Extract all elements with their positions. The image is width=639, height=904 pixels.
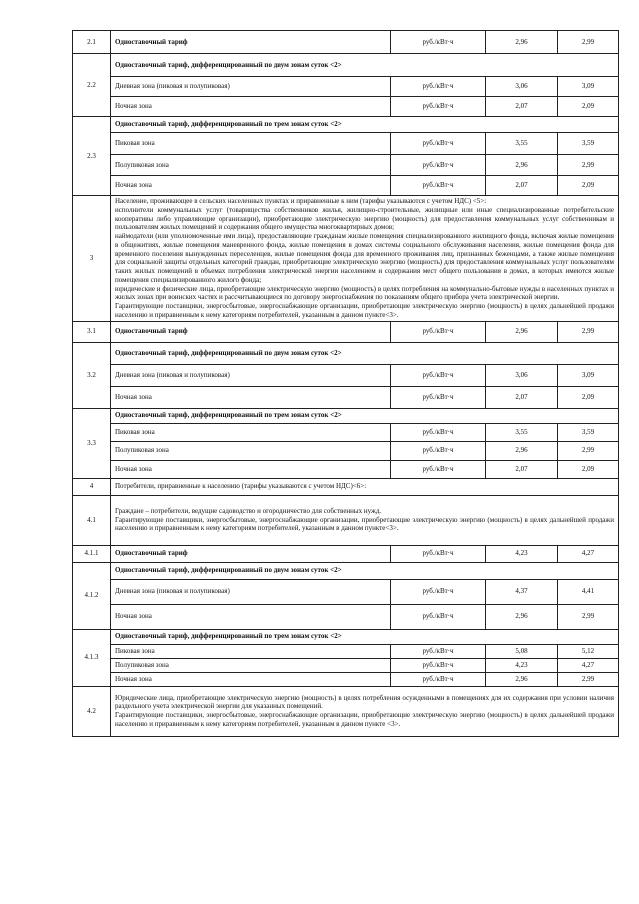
unit-cell: руб./кВт·ч	[391, 321, 486, 342]
tariff-value-2: 4,27	[558, 658, 619, 672]
row-label: Пиковая зона	[111, 133, 391, 155]
tariff-value-2: 2,09	[558, 460, 619, 478]
description-paragraph: Гарантирующие поставщики, энергосбытовые, энергоснабжающие организации, приобретающие электрическую энергию (мощность) в целях дальнейшей продажи населению и приравненным к нему категориям потребителей, указанным в данном пункте <3>.	[115, 711, 614, 728]
table-row	[73, 54, 619, 77]
tariff-value-2: 2,99	[558, 155, 619, 176]
row-label: Одноставочный тариф	[111, 545, 391, 562]
tariff-value-2: 4,27	[558, 545, 619, 562]
table-row	[73, 97, 619, 117]
row-label: Полупиковая зона	[111, 155, 391, 176]
row-number: 2.1	[73, 31, 111, 54]
unit-cell: руб./кВт·ч	[391, 604, 486, 629]
tariff-value-1: 3,55	[486, 423, 558, 441]
description-paragraph: Граждане – потребители, ведущие садоводство и огородничество для собственных нужд.	[115, 506, 382, 515]
table-row	[73, 658, 619, 672]
table-row	[73, 77, 619, 97]
tariff-value-1: 2,96	[486, 155, 558, 176]
unit-cell: руб./кВт·ч	[391, 672, 486, 686]
table-row	[73, 364, 619, 386]
tariff-value-2: 2,99	[558, 321, 619, 342]
table-row	[73, 423, 619, 441]
unit-cell: руб./кВт·ч	[391, 176, 486, 196]
tariff-value-1: 3,06	[486, 77, 558, 97]
table-row	[73, 629, 619, 644]
table-row	[73, 644, 619, 658]
unit-cell: руб./кВт·ч	[391, 579, 486, 604]
table-row	[73, 342, 619, 364]
table-row	[73, 386, 619, 408]
tariff-value-2: 3,09	[558, 77, 619, 97]
unit-cell: руб./кВт·ч	[391, 31, 486, 54]
unit-cell: руб./кВт·ч	[391, 658, 486, 672]
row-label: Полупиковая зона	[111, 658, 391, 672]
section-header: Одноставочный тариф, дифференцированный по трем зонам суток <2>	[111, 117, 619, 133]
row-number: 3	[73, 196, 111, 322]
unit-cell: руб./кВт·ч	[391, 97, 486, 117]
table-row	[73, 408, 619, 423]
description-paragraph: Юридические лица, приобретающие электрическую энергию (мощность) в целях потребления осужденными в помещениях для их содержания при условии наличия раздельного учета электрической энергии для указанных помещений.	[115, 693, 614, 711]
table-row	[73, 545, 619, 562]
row-number: 3.2	[73, 342, 111, 408]
table-row	[73, 176, 619, 196]
row-number: 2.3	[73, 117, 111, 196]
table-row	[73, 31, 619, 54]
unit-cell: руб./кВт·ч	[391, 460, 486, 478]
row-number: 4.1	[73, 495, 111, 545]
table-row	[73, 495, 619, 545]
tariff-value-2: 2,09	[558, 176, 619, 196]
row-number: 4.1.2	[73, 562, 111, 629]
row-label: Пиковая зона	[111, 423, 391, 441]
table-row	[73, 562, 619, 579]
tariff-value-2: 2,99	[558, 604, 619, 629]
section-header: Одноставочный тариф, дифференцированный по двум зонам суток <2>	[111, 342, 619, 364]
section-header: Одноставочный тариф, дифференцированный по трем зонам суток <2>	[111, 408, 619, 423]
tariff-value-1: 4,23	[486, 658, 558, 672]
tariff-value-1: 3,06	[486, 364, 558, 386]
tariff-value-2: 4,41	[558, 579, 619, 604]
table-row	[73, 478, 619, 495]
section-header: Одноставочный тариф, дифференцированный по двум зонам суток <2>	[111, 562, 619, 579]
row-label: Ночная зона	[111, 460, 391, 478]
section-header: Одноставочный тариф, дифференцированный по двум зонам суток <2>	[111, 54, 619, 77]
row-number: 2.2	[73, 54, 111, 117]
tariff-value-1: 2,96	[486, 31, 558, 54]
section-header: Одноставочный тариф, дифференцированный по трем зонам суток <2>	[111, 629, 619, 644]
table-row	[73, 321, 619, 342]
table-row	[73, 155, 619, 176]
description-cell	[111, 686, 619, 736]
unit-cell: руб./кВт·ч	[391, 644, 486, 658]
tariff-value-1: 2,96	[486, 441, 558, 460]
row-number: 3.3	[73, 408, 111, 478]
unit-cell: руб./кВт·ч	[391, 423, 486, 441]
unit-cell: руб./кВт·ч	[391, 386, 486, 408]
row-label: Дневная зона (пиковая и полупиковая)	[111, 77, 391, 97]
unit-cell: руб./кВт·ч	[391, 133, 486, 155]
description-paragraph: Население, проживающее в сельских населенных пунктах и приравненные к ним (тарифы указываются с учетом НДС) <5>:	[115, 197, 487, 205]
section-text: Потребители, приравненные к населению (тарифы указываются с учетом НДС)<6>:	[111, 478, 619, 495]
row-number: 4.1.1	[73, 545, 111, 562]
tariff-value-2: 2,99	[558, 672, 619, 686]
tariff-value-1: 3,55	[486, 133, 558, 155]
tariff-value-2: 3,59	[558, 423, 619, 441]
tariff-value-2: 2,99	[558, 31, 619, 54]
tariff-value-2: 3,09	[558, 364, 619, 386]
unit-cell: руб./кВт·ч	[391, 364, 486, 386]
unit-cell: руб./кВт·ч	[391, 155, 486, 176]
tariff-value-2: 3,59	[558, 133, 619, 155]
row-label: Пиковая зона	[111, 644, 391, 658]
unit-cell: руб./кВт·ч	[391, 545, 486, 562]
tariff-value-2: 2,99	[558, 441, 619, 460]
description-paragraph: наймодатели (или уполномоченные ими лица), предоставляющие гражданам жилые помещения специализированного жилищного фонда, включая жилые помещения в общежитиях, жилые помещения маневренного фонда, жилые помещения в домах системы социального обслуживания населения, жилые помещения фонда для временного поселения вынужденных переселенцев, жилые помещения фонда для временного проживания лиц, признанных беженцами, а также жилые помещения для социальной защиты отдельных категорий граждан, приобретающие электрическую энергию (мощность) для предоставления коммунальных услуг пользователям таких жилых помещений в объемах потребления электрической энергии населением и содержания мест общего пользования в домах, в которых имеются жилые помещения специализированного жилого фонда;	[115, 232, 614, 284]
table-row	[73, 604, 619, 629]
tariff-value-1: 2,96	[486, 604, 558, 629]
tariff-value-1: 4,23	[486, 545, 558, 562]
row-label: Ночная зона	[111, 672, 391, 686]
tariff-value-1: 2,07	[486, 386, 558, 408]
row-label: Дневная зона (пиковая и полупиковая)	[111, 364, 391, 386]
row-label: Полупиковая зона	[111, 441, 391, 460]
row-number: 4	[73, 478, 111, 495]
description-paragraph: юридические и физические лица, приобретающие электрическую энергию (мощность) в целях потребления на коммунально-бытовые нужды в населенных пунктах и жилых зонах при воинских частях и рассчитывающиеся по договору энергоснабжения по показаниям общего прибора учета электрической энергии.	[115, 284, 614, 302]
tariff-value-2: 5,12	[558, 644, 619, 658]
unit-cell: руб./кВт·ч	[391, 77, 486, 97]
description-paragraph: исполнители коммунальных услуг (товарищества собственников жилья, жилищно-строительные, жилищные или иные специализированные потребительские кооперативы либо управляющие организации), приобретающие электрическую энергию (мощность) для предоставления коммунальных услуг собственникам и пользователям жилых помещений и содержания общего имущества многоквартирных домов;	[115, 205, 614, 232]
tariff-value-1: 2,07	[486, 97, 558, 117]
tariff-value-2: 2,09	[558, 386, 619, 408]
tariff-value-1: 2,96	[486, 672, 558, 686]
table-row	[73, 686, 619, 736]
description-cell	[111, 196, 619, 322]
row-label: Дневная зона (пиковая и полупиковая)	[111, 579, 391, 604]
table-row	[73, 196, 619, 322]
table-row	[73, 460, 619, 478]
row-number: 3.1	[73, 321, 111, 342]
tariff-table	[72, 30, 619, 737]
table-row	[73, 117, 619, 133]
tariff-value-1: 5,08	[486, 644, 558, 658]
table-row	[73, 579, 619, 604]
tariff-value-1: 2,07	[486, 176, 558, 196]
tariff-value-1: 4,37	[486, 579, 558, 604]
description-paragraph: Гарантирующие поставщики, энергосбытовые, энергоснабжающие организации, приобретающие электрическую энергию (мощность) в целях дальнейшей продажи населению и приравненным к нему категориям потребителей, указанным в данном пункте<3>.	[115, 302, 614, 319]
table-row	[73, 441, 619, 460]
table-row	[73, 672, 619, 686]
tariff-value-1: 2,96	[486, 321, 558, 342]
row-label: Одноставочный тариф	[111, 321, 391, 342]
row-label: Ночная зона	[111, 176, 391, 196]
tariff-value-2: 2,09	[558, 97, 619, 117]
row-label: Одноставочный тариф	[111, 31, 391, 54]
row-number: 4.2	[73, 686, 111, 736]
unit-cell: руб./кВт·ч	[391, 441, 486, 460]
table-row	[73, 133, 619, 155]
description-paragraph: Гарантирующие поставщики, энергосбытовые, энергоснабжающие организации, приобретающие электрическую энергию (мощность) в целях дальнейшей продажи населению и приравненным к нему категориям потребителей, указанным в данном пункте<3>.	[115, 515, 614, 533]
row-number: 4.1.3	[73, 629, 111, 686]
row-label: Ночная зона	[111, 97, 391, 117]
row-label: Ночная зона	[111, 386, 391, 408]
row-label: Ночная зона	[111, 604, 391, 629]
description-cell	[111, 495, 619, 545]
tariff-value-1: 2,07	[486, 460, 558, 478]
